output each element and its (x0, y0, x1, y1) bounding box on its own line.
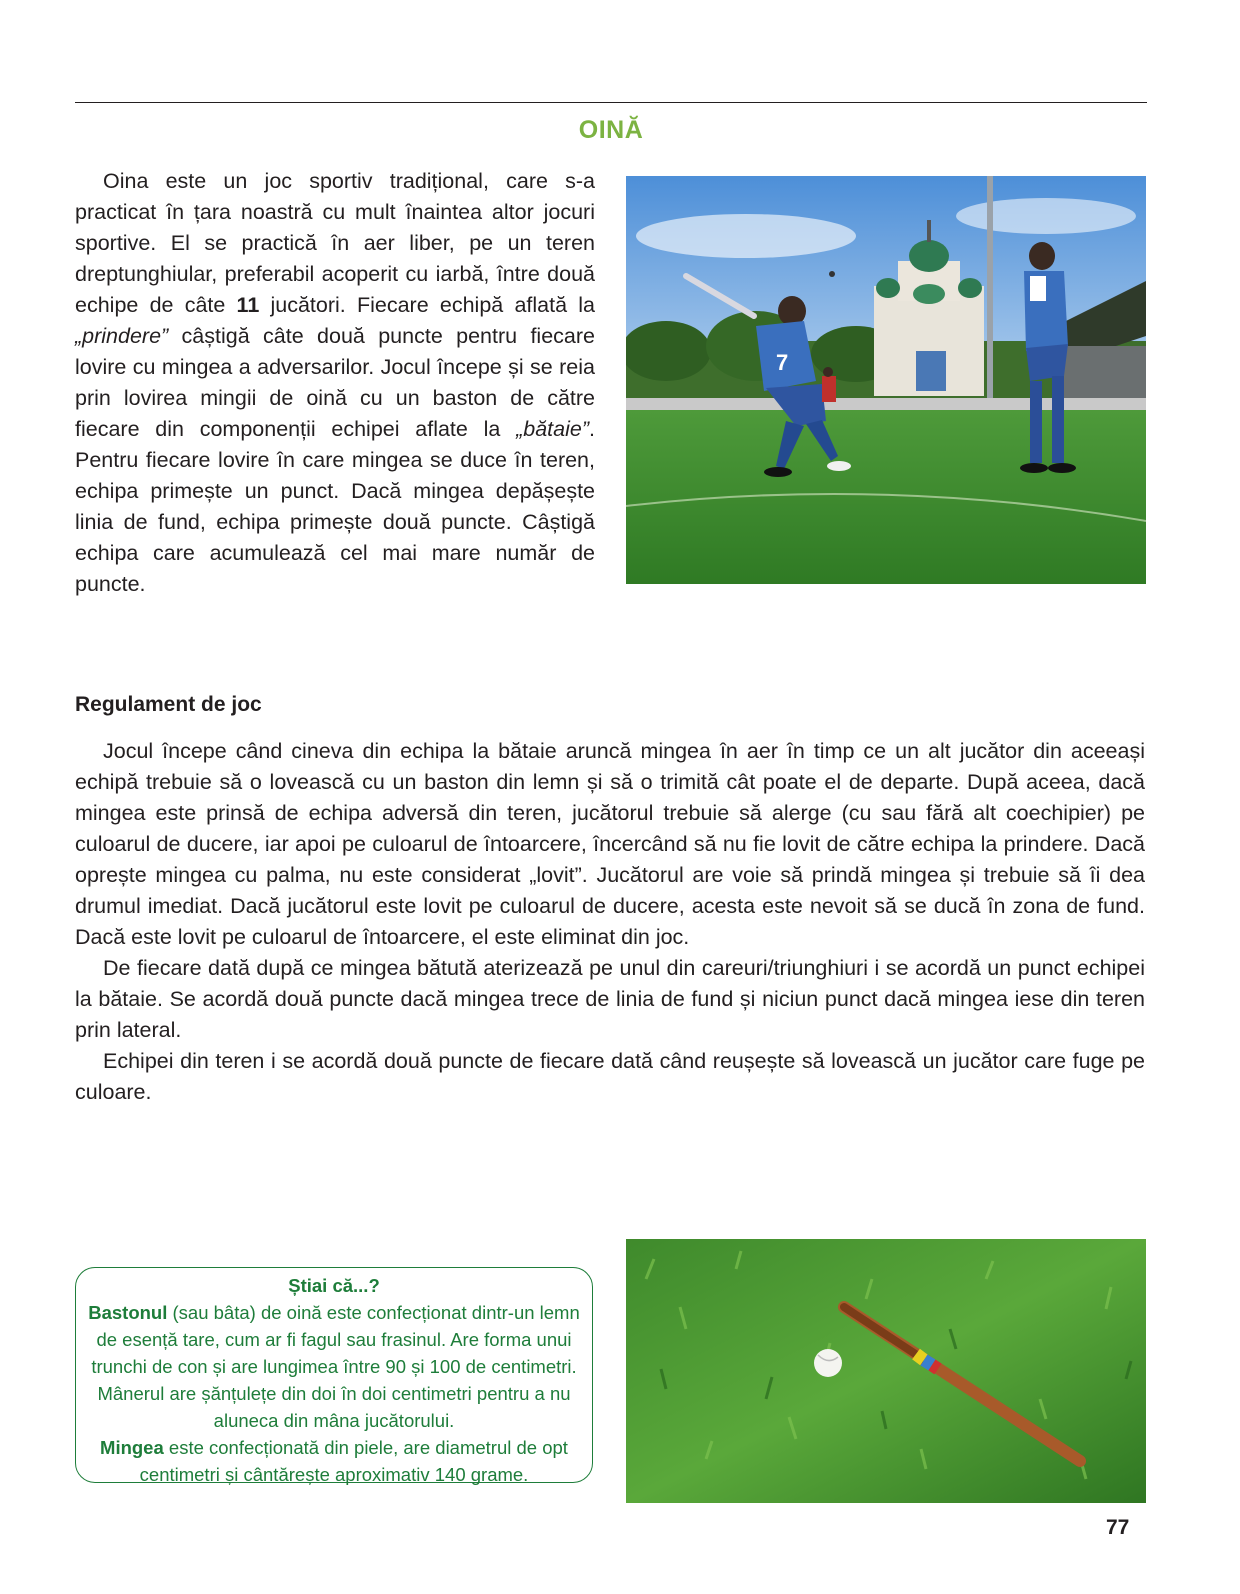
intro-term-prindere: „prindere” (75, 324, 169, 348)
jersey-number: 7 (776, 350, 789, 375)
header-rule (75, 102, 1147, 103)
intro-text-1: Oina este un joc sportiv tradițional, care s-a practicat în țara noastră cu mult înaintea altor jocuri sportive. El se practică în aer liber, pe un teren dreptunghiular, preferabil acoperit cu iarbă, între două echipe de câte (75, 169, 595, 317)
bat-and-ball-photo (626, 1239, 1146, 1503)
intro-text-4: . Pentru fiecare lovire în care mingea se duce în teren, echipa primește un punct. Dacă mingea depășește linia de fund, echipa primește două puncte. Câștigă echipa care acumulează cel mai mare număr de puncte. (75, 417, 595, 596)
intro-text-3: câștigă câte două puncte pentru fiecare lovire cu mingea a adversarilor. Jocul începe și se reia prin lovirea mingii de oină cu un baston de către fiecare din componenții echipei aflate la (75, 324, 595, 441)
section-heading: Regulament de joc (75, 693, 262, 716)
infobox-term-ball: Mingea (100, 1437, 164, 1458)
infobox-text-ball: este confecționată din piele, are diametrul de opt centimetri și cântărește aproximativ 140 grame. (139, 1437, 568, 1485)
rules-paragraph: Echipei din teren i se acordă două puncte de fiecare dată când reușește să lovească un jucător care fuge pe culoare. (75, 1049, 1145, 1104)
intro-player-count: 11 (236, 293, 260, 317)
did-you-know-box (75, 1267, 593, 1483)
intro-paragraph (75, 166, 595, 600)
oina-match-photo (626, 176, 1146, 584)
infobox-text-bat: (sau bâta) de oină este confecționat dintr-un lemn de esență tare, cum ar fi fagul sau frasinul. Are forma unui trunchi de con și are lungimea între 90 și 100 de centimetri. Mânerul are șănțulețe din doi în doi centimetri pentru a nu aluneca din mâna jucătorului. (91, 1302, 580, 1431)
infobox-title: Știai că...? (288, 1275, 380, 1296)
infobox-term-bat: Bastonul (88, 1302, 168, 1323)
page-title: OINĂ (578, 116, 644, 144)
rules-body (75, 736, 1145, 1108)
intro-term-bataie: „bătaie” (516, 417, 590, 441)
rules-paragraph: De fiecare dată după ce mingea bătută aterizează pe unul din careuri/triunghiuri i se acordă un punct echipei la bătaie. Se acordă două puncte dacă mingea trece de linia de fund și niciun punct dacă mingea iese din teren prin lateral. (75, 956, 1145, 1042)
page-number: 77 (1106, 1516, 1130, 1539)
rules-paragraph: Jocul începe când cineva din echipa la bătaie aruncă mingea în aer în timp ce un alt jucător din aceeași echipă trebuie să o lovească cu un baston din lemn și să o trimită cât poate el de departe. După aceea, dacă mingea este prinsă de echipa adversă din teren, jucătorul trebuie să alerge (cu sau fără alt coechipier) pe culoarul de ducere, iar apoi pe culoarul de întoarcere, încercând să nu fie lovit de către echipa la prindere. Dacă oprește mingea cu palma, nu este considerat „lovit”. Jucătorul are voie să prindă mingea și trebuie să îi dea drumul imediat. Dacă jucătorul este lovit pe culoarul de ducere, acesta este nevoit să se ducă în zona de fund. Dacă este lovit pe culoarul de întoarcere, el este eliminat din joc. (75, 739, 1145, 949)
intro-text-2: jucători. Fiecare echipă aflată la (259, 293, 595, 317)
